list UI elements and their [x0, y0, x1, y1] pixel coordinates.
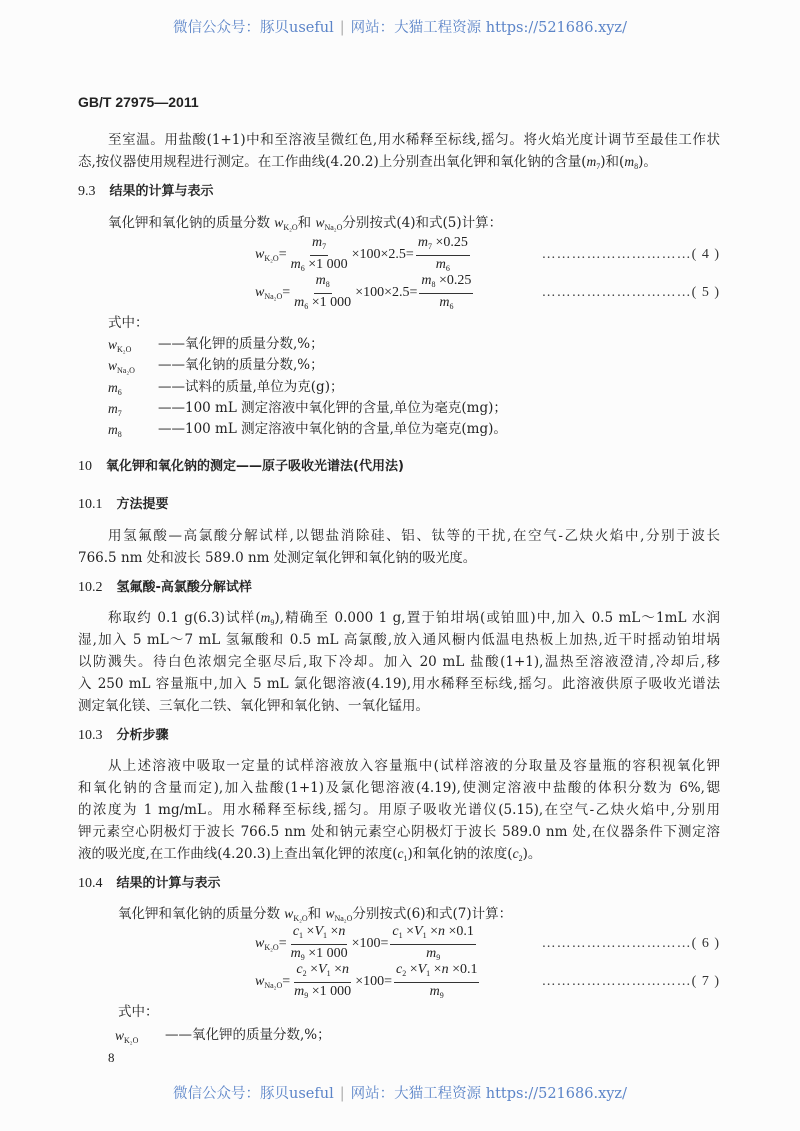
- fraction: [390, 923, 476, 966]
- math-variable: $m_6$: [290, 256, 305, 273]
- text-run: 氧化钾和氧化钠的质量分数: [118, 906, 285, 922]
- text-run: ×0.25: [435, 272, 472, 288]
- subscript: 8: [117, 430, 122, 440]
- numerator: [390, 923, 476, 945]
- text-run: =: [282, 285, 291, 300]
- fraction: [416, 234, 470, 277]
- math-variable: $m_7$: [417, 234, 432, 251]
- definition-symbol: [108, 398, 158, 419]
- math-variable: $w_{K_2O}$: [274, 215, 298, 232]
- fraction: [419, 272, 473, 315]
- paragraph-10-1: [78, 525, 720, 569]
- section-10-2-heading: [78, 577, 252, 599]
- text-run: ×1 000: [304, 256, 348, 272]
- text-run: 从上述溶液中吸取一定量的试样溶液放入容量瓶中(试样溶液的分取量及容量瓶的容积视氧化钾: [108, 758, 720, 774]
- numerator: [416, 234, 470, 256]
- equation-lhs: [255, 974, 290, 990]
- math-variable: $c_2$: [296, 961, 307, 978]
- text-run: 至室温。用盐酸(1+1)中和至溶液呈微红色,用水稀释至标线,摇匀。将火焰光度计调节至最佳工作状: [108, 132, 720, 148]
- text-run: 入 250 mL 容量瓶中,加入 5 mL 氯化锶溶液(4.19),用水稀释至标线,摇匀。此溶液供原子吸收光谱法: [78, 676, 720, 692]
- definition-item: [115, 1025, 331, 1046]
- fraction: [292, 961, 353, 1004]
- denominator: [292, 983, 353, 1004]
- text-run: 分别按式(4)和式(5)计算：: [342, 215, 503, 231]
- text-run: =: [282, 974, 291, 989]
- paragraph-10-3: [78, 755, 720, 865]
- subscript: 9: [270, 618, 275, 627]
- text-run: )和氧化钠的浓度(: [407, 846, 513, 862]
- math-variable: $c_1$: [292, 923, 304, 940]
- equation-4: [255, 234, 720, 273]
- where-label: 式中：: [118, 1004, 159, 1020]
- watermark-text: 微信公众号：豚贝useful: [173, 20, 334, 36]
- math-variable: $m_6$: [439, 294, 454, 311]
- text-line: [78, 629, 720, 651]
- definition-symbol: [115, 1025, 165, 1046]
- math-variable: $m_8$: [315, 272, 330, 289]
- definitions-10-4: [115, 1025, 331, 1046]
- math-variable: $w_{Na_2O}$: [255, 974, 283, 990]
- math-variable: $V_1$: [414, 923, 427, 940]
- text-run: 和: [297, 215, 316, 231]
- text-run: ×: [402, 923, 415, 939]
- definition-symbol: [108, 355, 158, 376]
- text-line: [78, 799, 720, 821]
- math-variable: $c_1$: [392, 923, 403, 940]
- denominator: [437, 294, 455, 315]
- subscript: 8: [634, 162, 639, 171]
- section-number: 10.1: [78, 497, 103, 512]
- denominator: [292, 294, 353, 315]
- equation-5: [255, 272, 720, 311]
- definition-item: [108, 355, 507, 376]
- definitions-9-3: [108, 334, 507, 440]
- text-run: 钾元素空心阴极灯于波长 766.5 nm 处和钠元素空心阴极灯于波长 589.0 nm 处,在仪器条件下测定溶: [78, 824, 720, 840]
- subscript: K₂O: [264, 943, 279, 952]
- math-variable: n: [338, 923, 346, 939]
- subscript: 6: [117, 387, 122, 397]
- math-variable: $m_6$: [435, 256, 450, 273]
- page-number: 8: [108, 1050, 115, 1065]
- math-variable: $m_8$: [624, 154, 639, 171]
- math-variable: $V_1$: [417, 961, 431, 978]
- subscript: 2: [302, 968, 307, 978]
- watermark-text: 网站：大猫工程资源 https://521686.xyz/: [350, 20, 627, 36]
- equation-number: …………………………( 6 ): [541, 936, 720, 951]
- math-variable: $m_9$: [429, 983, 444, 1000]
- text-run: ×1 000: [308, 983, 352, 999]
- subscript: 8: [325, 279, 330, 289]
- math-variable: $w_{K_2O}$: [284, 906, 308, 923]
- subscript: 7: [117, 408, 122, 418]
- subscript: 9: [300, 952, 305, 962]
- text-run: ×0.25: [431, 234, 468, 250]
- text-run: 称取约 0.1 g(6.3)试样(: [108, 610, 261, 626]
- math-variable: $w_{Na_2O}$: [325, 906, 353, 923]
- definition-item: [108, 398, 507, 419]
- text-run: )。: [638, 154, 657, 170]
- text-run: ×0.1: [448, 961, 478, 977]
- subscript: Na₂O: [334, 914, 353, 923]
- subscript: K₂O: [283, 223, 298, 232]
- fraction: [394, 961, 480, 1004]
- text-run: ×1 000: [304, 945, 348, 961]
- text-line: [78, 151, 720, 173]
- equation-number: …………………………( 4 ): [541, 247, 720, 262]
- section-title: 方法提要: [116, 497, 169, 512]
- equation-lhs: [255, 247, 287, 263]
- text-run: 氧化钾和氧化钠的质量分数: [108, 215, 275, 231]
- math-variable: $m_8$: [108, 422, 122, 440]
- equation-operator: [355, 285, 417, 301]
- section-number: 9.3: [78, 184, 96, 199]
- section-10-heading: [78, 456, 404, 478]
- subscript: 2: [518, 854, 523, 863]
- equation-operator: [352, 936, 389, 952]
- text-line: [78, 695, 720, 717]
- section-10-3-heading: [78, 725, 169, 747]
- math-variable: $V_1$: [314, 923, 327, 940]
- subscript: Na₂O: [264, 292, 283, 301]
- math-variable: $c_2$: [395, 961, 407, 978]
- text-run: ×100×2.5=: [351, 247, 414, 262]
- subscript: 6: [304, 301, 309, 311]
- subscript: 9: [439, 990, 444, 1000]
- subscript: 9: [436, 952, 441, 962]
- watermark-text: 网站：大猫工程资源 https://521686.xyz/: [350, 1086, 627, 1102]
- definition-text: ——100 mL 测定溶液中氧化钠的含量,单位为毫克(mg)。: [158, 421, 507, 438]
- definition-text: ——试料的质量,单位为克(g)；: [158, 378, 344, 395]
- section-title: 结果的计算与表示: [116, 876, 221, 891]
- math-variable: $m_6$: [294, 294, 309, 311]
- text-run: )。: [522, 846, 542, 862]
- text-run: =: [278, 936, 287, 951]
- text-run: ×: [406, 961, 418, 977]
- subscript: 6: [449, 301, 454, 311]
- text-run: 态,按仪器使用规程进行测定。在工作曲线(4.20.2)上分别查出氧化钾和氧化钠的含量(: [78, 154, 587, 170]
- math-variable: $m_9$: [426, 945, 441, 962]
- text-run: ×: [430, 961, 442, 977]
- subscript: K₂O: [117, 345, 132, 354]
- math-variable: n: [441, 961, 449, 977]
- math-variable: $w_{K_2O}$: [108, 337, 132, 354]
- text-run: =: [278, 247, 287, 262]
- subscript: K₂O: [124, 1036, 139, 1045]
- numerator: [310, 234, 328, 256]
- section-number: 10.2: [78, 580, 103, 595]
- text-run: 测定氧化镁、三氧化二铁、氧化钾和氧化钠、一氧化锰用。: [78, 698, 429, 714]
- subscript: 6: [445, 263, 450, 273]
- equation-lhs: [255, 285, 290, 301]
- fraction: [289, 923, 350, 966]
- paragraph-continued: [78, 129, 720, 173]
- definition-item: [108, 377, 507, 398]
- subscript: 7: [427, 241, 432, 251]
- text-run: ×100×2.5=: [355, 285, 418, 300]
- math-variable: $w_{K_2O}$: [255, 936, 279, 952]
- numerator: [294, 961, 351, 983]
- subscript: 1: [398, 930, 403, 940]
- subscript: Na₂O: [264, 981, 283, 990]
- section-9-3-intro: [108, 212, 502, 234]
- math-variable: n: [341, 961, 349, 977]
- math-variable: $m_9$: [290, 945, 305, 962]
- section-title: 结果的计算与表示: [109, 184, 214, 199]
- section-title: 氢氟酸-高氯酸分解试样: [116, 580, 252, 595]
- text-run: ×: [330, 961, 342, 977]
- subscript: 2: [402, 968, 407, 978]
- section-number: 10.3: [78, 728, 103, 743]
- math-variable: $m_9$: [294, 983, 309, 1000]
- math-variable: $w_{Na_2O}$: [255, 285, 283, 301]
- math-variable: n: [438, 923, 446, 939]
- text-line: [78, 755, 720, 777]
- watermark-bottom: [0, 1082, 800, 1103]
- subscript: 1: [422, 930, 427, 940]
- section-9-3-heading: [78, 181, 214, 203]
- equation-7: [255, 961, 720, 1000]
- text-line: [78, 673, 720, 695]
- subscript: 6: [300, 263, 305, 273]
- equation-number: …………………………( 7 ): [541, 974, 720, 989]
- text-run: ×: [426, 923, 439, 939]
- math-variable: $w_{Na_2O}$: [315, 215, 343, 232]
- text-run: )和(: [600, 154, 625, 170]
- numerator: [419, 272, 473, 294]
- text-run: 液的吸光度,在工作曲线(4.20.3)上查出氧化钾的浓度(: [78, 846, 398, 862]
- math-variable: $w_{Na_2O}$: [108, 358, 135, 376]
- text-line: [78, 651, 720, 673]
- math-variable: $m_7$: [108, 400, 122, 418]
- text-run: ×100=: [351, 936, 389, 951]
- math-variable: $w_{K_2O}$: [255, 247, 279, 263]
- text-run: 湿,加入 5 mL～7 mL 氢氟酸和 0.5 mL 高氯酸,放入通风橱内低温电热板上加热,近干时摇动铂坩埚: [78, 632, 720, 648]
- subscript: 1: [323, 930, 327, 940]
- equation-operator: [352, 247, 414, 263]
- section-10-1-heading: [78, 494, 169, 516]
- equation-number: …………………………( 5 ): [541, 285, 720, 300]
- watermark-text: 微信公众号：豚贝useful: [173, 1086, 334, 1102]
- definition-text: ——氧化钾的质量分数,%；: [158, 336, 324, 352]
- text-line: [78, 777, 720, 799]
- text-run: ×1 000: [308, 294, 352, 310]
- numerator: [314, 272, 332, 294]
- section-10-4-heading: [78, 873, 221, 895]
- subscript: 9: [304, 990, 309, 1000]
- math-variable: $m_7$: [586, 154, 601, 171]
- numerator: [291, 923, 348, 945]
- text-line: [78, 525, 720, 547]
- text-run: 和: [307, 906, 326, 922]
- text-run: ×100=: [355, 974, 392, 989]
- fraction: [292, 272, 353, 315]
- text-run: 以防溅失。待白色浓烟完全驱尽后,取下冷却。加入 20 mL 盐酸(1+1),温热至溶液澄清,冷却后,移: [78, 654, 720, 670]
- math-variable: $m_6$: [108, 379, 122, 397]
- text-run: 的浓度为 1 mg/mL。用水稀释至标线,摇匀。用原子吸收光谱仪(5.15),在空气-乙炔火焰中,分别用: [78, 802, 720, 818]
- text-line: [78, 607, 720, 629]
- definition-text: ——氧化钠的质量分数,%；: [158, 357, 324, 374]
- watermark-separator: |: [339, 20, 345, 36]
- math-variable: $V_1$: [318, 961, 331, 978]
- watermark-top: [0, 16, 800, 37]
- subscript: 8: [431, 279, 436, 289]
- text-run: ),精确至 0.000 1 g,置于铂坩埚(或铂皿)中,加入 0.5 mL～1mL 水润: [274, 610, 720, 626]
- paragraph-10-2: [78, 607, 720, 717]
- section-number: 10: [78, 459, 92, 474]
- math-variable: $c_2$: [512, 846, 523, 863]
- equation-lhs: [255, 936, 287, 952]
- section-title: 分析步骤: [116, 728, 169, 743]
- math-variable: $w_{K_2O}$: [115, 1028, 139, 1045]
- text-line: [78, 547, 720, 569]
- math-variable: $m_7$: [312, 234, 327, 251]
- subscript: 1: [403, 854, 408, 863]
- definition-item: [108, 334, 507, 355]
- text-line: [78, 821, 720, 843]
- where-label: 式中：: [108, 315, 149, 331]
- subscript: 1: [326, 968, 331, 978]
- subscript: K₂O: [264, 254, 279, 263]
- text-run: 分别按式(6)和式(7)计算：: [352, 906, 513, 922]
- definition-symbol: [108, 419, 158, 440]
- text-run: ×: [306, 961, 318, 977]
- text-run: ×: [327, 923, 339, 939]
- definition-symbol: [108, 377, 158, 398]
- subscript: 1: [299, 930, 304, 940]
- subscript: Na₂O: [324, 223, 343, 232]
- standard-number: GB/T 27975—2011: [78, 94, 199, 110]
- text-line: [78, 129, 720, 151]
- definition-text: ——氧化钾的质量分数,%；: [165, 1027, 331, 1043]
- subscript: Na₂O: [117, 366, 135, 376]
- fraction: [289, 234, 350, 277]
- math-variable: $m_8$: [421, 272, 436, 289]
- equation-6: [255, 923, 720, 962]
- definition-item: [108, 419, 507, 440]
- numerator: [394, 961, 480, 983]
- math-variable: $m_9$: [260, 610, 275, 627]
- denominator: [428, 983, 446, 1004]
- subscript: 1: [426, 968, 431, 978]
- watermark-separator: |: [339, 1086, 345, 1102]
- text-line: [78, 843, 720, 865]
- definition-symbol: [108, 334, 158, 355]
- equation-operator: [355, 974, 392, 990]
- subscript: 7: [322, 241, 327, 251]
- section-title: 氧化钾和氧化钠的测定——原子吸收光谱法(代用法): [106, 459, 404, 474]
- text-run: 766.5 nm 处和波长 589.0 nm 处测定氧化钾和氧化钠的吸光度。: [78, 550, 477, 566]
- text-run: ×0.1: [445, 923, 474, 939]
- math-variable: $c_1$: [397, 846, 408, 863]
- subscript: K₂O: [293, 914, 308, 923]
- text-run: 和氧化钠的含量而定),加入盐酸(1+1)及氯化锶溶液(4.19),使测定溶液中盐酸的体积分数为 6%,锶: [78, 780, 720, 796]
- subscript: 7: [596, 162, 601, 171]
- section-number: 10.4: [78, 876, 103, 891]
- definition-text: ——100 mL 测定溶液中氧化钾的含量,单位为毫克(mg)；: [158, 399, 507, 416]
- text-run: ×: [303, 923, 315, 939]
- text-run: 用氢氟酸—高氯酸分解试样,以锶盐消除硅、铝、钛等的干扰,在空气-乙炔火焰中,分别于波长: [108, 528, 720, 544]
